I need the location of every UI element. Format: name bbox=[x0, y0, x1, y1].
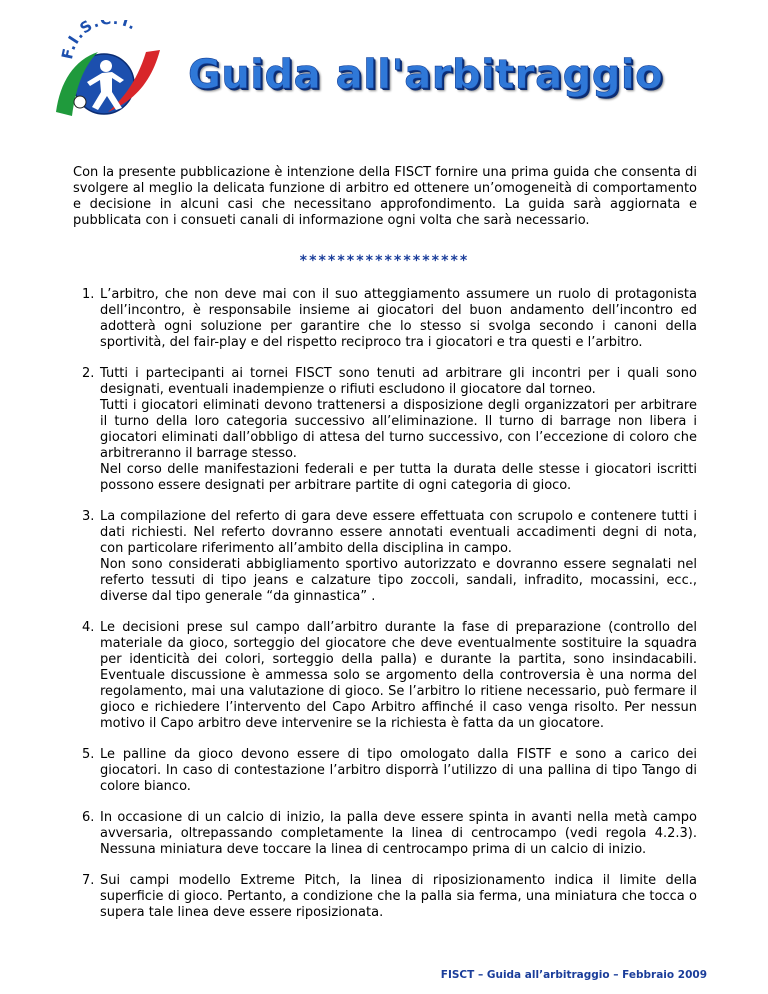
rule-item bbox=[73, 747, 697, 795]
rule-number: 5. bbox=[82, 747, 95, 762]
logo-text: F.I.S. T. bbox=[58, 20, 141, 61]
rules-list bbox=[73, 287, 697, 936]
rule-text: Tutti i partecipanti ai tornei FISCT sono tenuti ad arbitrare gli incontri per i quali sono designati, eventuali inadempienze o rifiuti escludono il giocatore dal torneo. Tutti i giocatori eliminati devono trattenersi a disposizione degli organizzatori per arbitrare il turno della loro categoria successivo all’eliminazione. Il turno di barrage non libera i giocatori eliminati dall’obbligo di attesa del turno successivo, con l’eccezione di coloro che arbitreranno il barrage stesso. Nel corso delle manifestazioni federali e per tutta la durata delle stesse i giocatori iscritti possono essere designati per arbitrare partite di ogni categoria di gioco. bbox=[100, 366, 697, 493]
rule-text: L’arbitro, che non deve mai con il suo atteggiamento assumere un ruolo di protagonista dell’incontro, è responsabile insieme ai giocatori del buon andamento dell’incontro ed adotterà ogni soluzione per garantire che lo stesso si svolga secondo i canoni della sportività, del fair-play e del rispetto reciproco tra i giocatori e tra questi e l’arbitro. bbox=[100, 287, 697, 350]
rule-text: In occasione di un calcio di inizio, la palla deve essere spinta in avanti nella metà campo avversaria, oltrepassando completamente la linea di centrocampo (vedi regola 4.2.3). Nessuna miniatura deve toccare la linea di centrocampo prima di un calcio di inizio. bbox=[100, 810, 697, 857]
rule-number: 3. bbox=[82, 509, 95, 524]
rule-item bbox=[73, 366, 697, 494]
page-footer: FISCT – Guida all’arbitraggio – Febbraio 2009 bbox=[440, 969, 707, 981]
rule-number: 4. bbox=[82, 620, 95, 635]
rule-text: Le decisioni prese sul campo dall’arbitro durante la fase di preparazione (controllo del materiale da gioco, sorteggio del giocatore che deve eventualmente sostituire la squadra per identicità dei colori, sorteggio della palla) e durante la partita, sono insindacabili. Eventuale discussione è ammessa solo se argomento della controversia è una norma del regolamento, mai una valutazione di gioco. Se l’arbitro lo ritiene necessario, può fermare il gioco e richiedere l’intervento del Capo Arbitro affinché il caso venga risolto. Per nessun motivo il Capo arbitro deve intervenire se la richiesta è fatta da un giocatore. bbox=[100, 620, 697, 731]
rule-number: 1. bbox=[82, 287, 95, 302]
rule-number: 6. bbox=[82, 810, 95, 825]
rule-item bbox=[73, 873, 697, 921]
rule-text: Le palline da gioco devono essere di tipo omologato dalla FISTF e sono a carico dei giocatori. In caso di contestazione l’arbitro disporrà l’utilizzo di una pallina di tipo Tango di colore bianco. bbox=[100, 747, 697, 794]
rule-number: 7. bbox=[82, 873, 95, 888]
separator: ****************** bbox=[299, 253, 469, 269]
rule-text: La compilazione del referto di gara deve essere effettuata con scrupolo e contenere tutti i dati richiesti. Nel referto dovranno essere annotati eventuali accadimenti degni di nota, con particolare riferimento all’ambito della disciplina in campo. Non sono considerati abbigliamento sportivo autorizzato e dovranno essere segnalati nel referto tessuti di tipo jeans e calzature tipo zoccoli, sandali, infradito, mocassini, ecc., diverse dal tipo generale “da ginnastica” . bbox=[100, 509, 697, 604]
rule-item bbox=[73, 810, 697, 858]
rule-item bbox=[73, 620, 697, 732]
rule-text: Sui campi modello Extreme Pitch, la linea di riposizionamento indica il limite della superficie di gioco. Pertanto, a condizione che la palla sia ferma, una miniatura che tocca o supera tale linea deve essere riposizionata. bbox=[100, 873, 697, 920]
fisct-logo bbox=[50, 20, 168, 128]
rule-item bbox=[73, 287, 697, 351]
intro-paragraph: Con la presente pubblicazione è intenzione della FISCT fornire una prima guida che consenta di svolgere al meglio la delicata funzione di arbitro ed ottenere un’omogeneità di comportamento e decisione in alcuni casi che necessitano approfondimento. La guida sarà aggiornata e pubblicata con i consueti canali di informazione ogni volta che sarà necessario. bbox=[73, 165, 697, 228]
rule-number: 2. bbox=[82, 366, 95, 381]
page-title: Guida all'arbitraggio bbox=[188, 52, 664, 98]
rule-item bbox=[73, 509, 697, 605]
